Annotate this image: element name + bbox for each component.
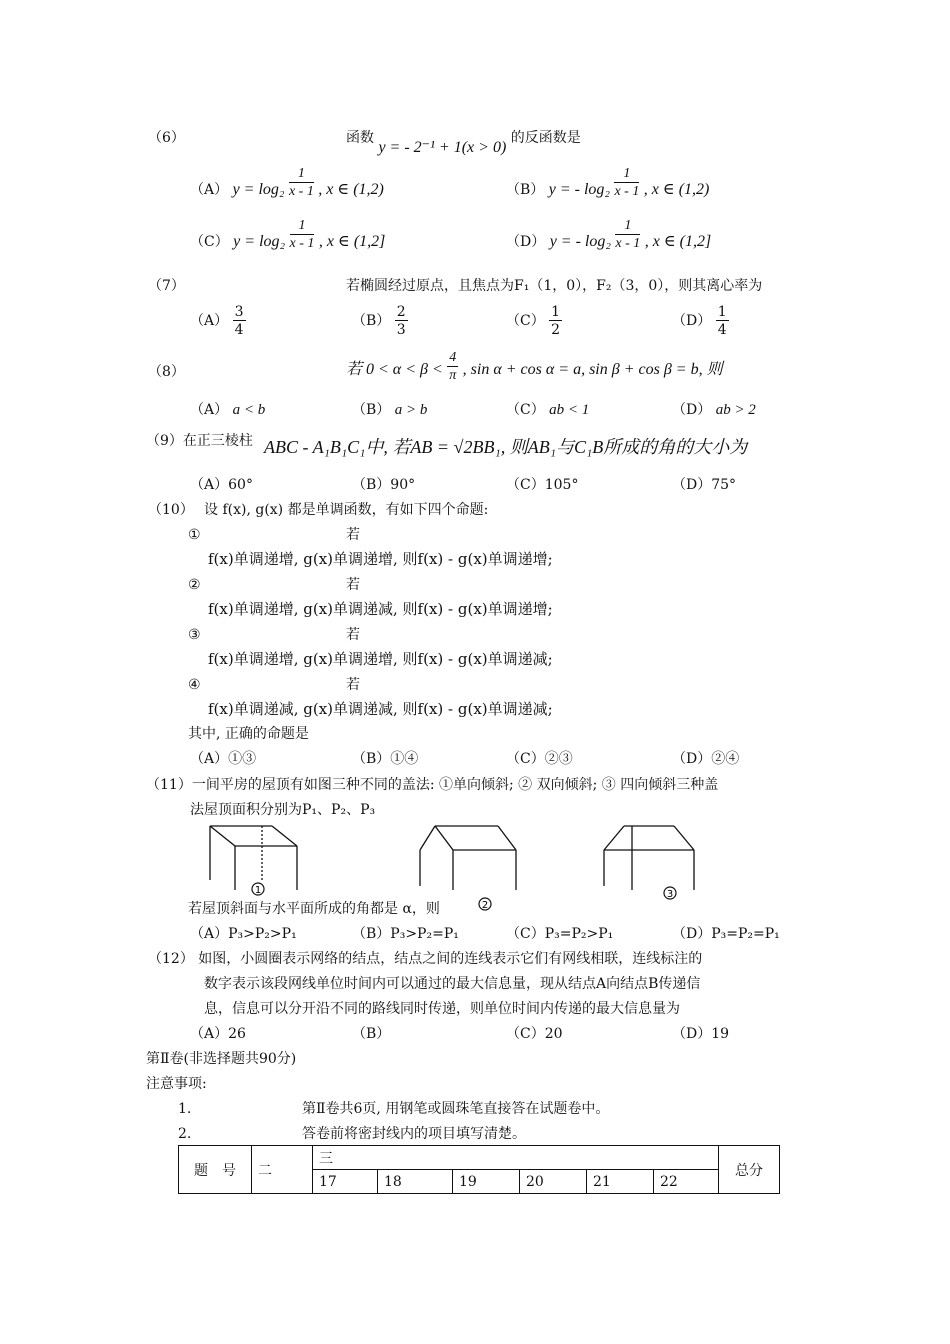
option-text: 90° bbox=[390, 477, 416, 493]
option-text: 20 bbox=[544, 1026, 563, 1042]
q10-item-4-ruo: 若 bbox=[346, 677, 360, 693]
q8-option-b[interactable] bbox=[352, 401, 427, 419]
q6-option-b[interactable] bbox=[506, 166, 710, 199]
option-formula: y = - log₂ bbox=[549, 233, 611, 250]
option-label: （D） bbox=[672, 751, 712, 767]
q11-condition: 若屋顶斜面与水平面所成的角都是 α，则 bbox=[188, 901, 440, 917]
q8-number: （8） bbox=[148, 364, 185, 380]
q12-line-3: 息，信息可以分开沿不同的路线同时传递，则单位时间内传递的最大信息量为 bbox=[204, 1001, 680, 1017]
option-label: （D） bbox=[672, 1026, 712, 1042]
q10-number: （10） bbox=[148, 502, 194, 518]
score-cell-17[interactable]: 17 bbox=[313, 1170, 378, 1194]
option-label: （C） bbox=[506, 477, 545, 493]
q10-conclusion: 其中, 正确的命题是 bbox=[188, 726, 309, 742]
fraction-denominator: 4 bbox=[234, 322, 244, 338]
option-text: P₃>P₂>P₁ bbox=[228, 926, 297, 942]
score-cell-21[interactable]: 21 bbox=[587, 1170, 654, 1194]
q10-item-2-text: f(x)单调递增, g(x)单调递减, 则f(x) - g(x)单调递增; bbox=[208, 600, 553, 618]
option-text: 75° bbox=[711, 477, 737, 493]
option-formula: y = - log₂ bbox=[548, 181, 610, 198]
option-label: （D） bbox=[672, 313, 712, 329]
q8-option-c[interactable] bbox=[506, 401, 589, 419]
note-1-text: 第Ⅱ卷共6页, 用钢笔或圆珠笔直接答在试题卷中。 bbox=[302, 1101, 610, 1117]
option-formula-tail: , x ∈ (1,2) bbox=[643, 181, 710, 198]
q10-item-3-text: f(x)单调递增, g(x)单调递增, 则f(x) - g(x)单调递减; bbox=[208, 650, 553, 668]
note-2-text: 答卷前将密封线内的项目填写清楚。 bbox=[302, 1126, 526, 1142]
q8-stem bbox=[346, 350, 723, 383]
option-label: （D） bbox=[672, 477, 712, 493]
roof-figure-1 bbox=[200, 818, 310, 900]
fraction-denominator: x - 1 bbox=[289, 236, 315, 251]
option-label: （C） bbox=[506, 926, 545, 942]
fraction-numerator: 1 bbox=[289, 167, 314, 183]
option-label: （A） bbox=[190, 926, 229, 942]
q6-stem-b: 的反函数是 bbox=[510, 130, 581, 146]
q12-line-2: 数字表示该段网线单位时间内可以通过的最大信息量，现从结点A向结点B传递信 bbox=[204, 976, 701, 992]
score-table-three: 三 bbox=[313, 1146, 719, 1170]
fraction-numerator: 3 bbox=[234, 304, 244, 320]
q11-option-b[interactable] bbox=[352, 925, 459, 943]
option-label: （B） bbox=[352, 926, 391, 942]
option-label: （C） bbox=[506, 402, 545, 418]
q10-item-1-mark: ① bbox=[188, 527, 201, 543]
q10-option-b[interactable] bbox=[352, 750, 418, 768]
fraction-numerator: 1 bbox=[551, 304, 561, 320]
fraction-numerator: 1 bbox=[290, 219, 315, 235]
fraction-numerator: 1 bbox=[615, 219, 640, 235]
q12-line-1: （12） 如图，小圆圈表示网络的结点，结点之间的连线表示它们有网线相联，连线标注的 bbox=[148, 951, 703, 967]
option-text: ②③ bbox=[544, 751, 573, 767]
option-label: （D） bbox=[506, 234, 546, 250]
option-label: （A） bbox=[190, 477, 229, 493]
option-text: ①③ bbox=[228, 751, 257, 767]
score-cell-20[interactable]: 20 bbox=[520, 1170, 587, 1194]
q10-item-1-text: f(x)单调递增, g(x)单调递增, 则f(x) - g(x)单调递增; bbox=[208, 550, 553, 568]
fraction-denominator: 3 bbox=[396, 322, 406, 338]
roof-figure-3-label: 3 bbox=[666, 889, 674, 900]
q6-option-d[interactable] bbox=[506, 218, 712, 251]
q6-option-a[interactable] bbox=[190, 166, 384, 199]
q10-item-1-ruo: 若 bbox=[346, 527, 360, 543]
fraction-denominator: x - 1 bbox=[288, 184, 314, 199]
roof-figure-3 bbox=[596, 818, 706, 900]
option-text: ab < 1 bbox=[549, 402, 590, 418]
option-label: （A） bbox=[190, 402, 229, 418]
option-label: （A） bbox=[190, 313, 229, 329]
score-table-two: 二 bbox=[252, 1146, 313, 1194]
q9-option-c[interactable] bbox=[506, 476, 578, 494]
option-formula-tail: , x ∈ (1,2) bbox=[318, 181, 384, 198]
q6-number: （6） bbox=[148, 130, 185, 146]
q9-option-d[interactable] bbox=[672, 476, 736, 494]
fraction-denominator: 4 bbox=[717, 322, 727, 338]
fraction-denominator: x - 1 bbox=[615, 236, 641, 251]
fraction-numerator: 2 bbox=[396, 304, 406, 320]
option-text: 105° bbox=[544, 477, 579, 493]
q6-stem bbox=[346, 129, 581, 156]
option-label: （B） bbox=[352, 402, 391, 418]
option-label: （D） bbox=[672, 926, 712, 942]
fraction-denominator: 2 bbox=[551, 322, 561, 338]
option-text: P₃>P₂=P₁ bbox=[390, 926, 459, 942]
part2-title: 第Ⅱ卷(非选择题共90分) bbox=[146, 1051, 297, 1067]
fraction-numerator: 4 bbox=[449, 350, 457, 365]
q10-item-4-text: f(x)单调递减, g(x)单调递减, 则f(x) - g(x)单调递减; bbox=[208, 700, 553, 718]
roof-figure-2-label: 2 bbox=[481, 900, 489, 911]
score-table-label: 题 号 bbox=[179, 1146, 252, 1194]
option-label: （C） bbox=[506, 751, 545, 767]
q11-line-1: （11）一间平房的屋顶有如图三种不同的盖法: ①单向倾斜; ② 双向倾斜; ③ 四向倾斜三种盖 bbox=[146, 777, 719, 793]
option-label: （D） bbox=[672, 402, 712, 418]
option-text: 19 bbox=[711, 1026, 730, 1042]
option-text: ①④ bbox=[390, 751, 419, 767]
q6-formula: y = - 2⁻¹ + 1(x > 0) bbox=[378, 139, 507, 156]
q8-stem-a: 若 0 < α < β < bbox=[346, 361, 443, 378]
option-label: （B） bbox=[352, 477, 391, 493]
score-cell-19[interactable]: 19 bbox=[453, 1170, 520, 1194]
q7-stem: 若椭圆经过原点，且焦点为F₁（1，0），F₂（3，0），则其离心率为 bbox=[346, 278, 763, 294]
option-text: 60° bbox=[228, 477, 253, 493]
option-label: （C） bbox=[190, 234, 229, 250]
q12-option-a[interactable] bbox=[190, 1025, 246, 1043]
q6-stem-a: 函数 bbox=[346, 130, 374, 146]
option-text: ab > 2 bbox=[715, 402, 756, 418]
q7-option-b[interactable] bbox=[352, 305, 408, 337]
option-label: （A） bbox=[190, 751, 229, 767]
option-label: （B） bbox=[352, 313, 391, 329]
q11-option-a[interactable] bbox=[190, 925, 297, 943]
q6-option-c[interactable] bbox=[190, 218, 386, 251]
q9-formula bbox=[264, 438, 747, 457]
option-formula: y = log₂ bbox=[232, 181, 285, 198]
option-label: （B） bbox=[352, 751, 391, 767]
q10-item-4-mark: ④ bbox=[188, 677, 201, 693]
q7-number: （7） bbox=[148, 278, 185, 294]
option-text: a > b bbox=[394, 402, 428, 418]
q8-stem-b: , sin α + cos α = a, sin β + cos β = b, 则 bbox=[462, 361, 723, 378]
option-label: （A） bbox=[190, 1026, 229, 1042]
option-label: （C） bbox=[506, 1026, 545, 1042]
option-text: ②④ bbox=[711, 751, 740, 767]
q10-option-d[interactable] bbox=[672, 750, 739, 768]
q12-option-c[interactable] bbox=[506, 1025, 563, 1043]
score-table bbox=[178, 1145, 780, 1194]
q10-stem: 设 f(x), g(x) 都是单调函数，有如下四个命题: bbox=[204, 502, 489, 518]
fraction-numerator: 1 bbox=[717, 304, 727, 320]
roof-figure-2 bbox=[410, 818, 530, 900]
q10-item-3-ruo: 若 bbox=[346, 627, 360, 643]
q11-line-2: 法屋顶面积分别为P₁、P₂、P₃ bbox=[190, 802, 376, 818]
q12-option-d[interactable] bbox=[672, 1025, 729, 1043]
q7-option-c[interactable] bbox=[506, 305, 562, 337]
option-text: P₃=P₂=P₁ bbox=[711, 926, 780, 942]
q11-option-d[interactable] bbox=[672, 925, 780, 943]
q7-option-d[interactable] bbox=[672, 305, 729, 337]
q7-option-a[interactable] bbox=[190, 305, 246, 337]
q11-option-c[interactable] bbox=[506, 925, 613, 943]
q9-number: （9）在正三棱柱 bbox=[146, 433, 253, 449]
q10-item-3-mark: ③ bbox=[188, 627, 201, 643]
option-label: （C） bbox=[506, 313, 545, 329]
note-1-number: 1. bbox=[178, 1101, 192, 1117]
roof-figure-1-label: 1 bbox=[254, 885, 262, 896]
option-text: a < b bbox=[232, 402, 266, 418]
option-formula: y = log₂ bbox=[233, 233, 286, 250]
q9-option-b[interactable] bbox=[352, 476, 415, 494]
q10-option-a[interactable] bbox=[190, 750, 256, 768]
score-table-total: 总分 bbox=[719, 1146, 780, 1194]
option-label: （B） bbox=[352, 1026, 391, 1042]
roof-figure-2-marker bbox=[476, 895, 494, 913]
q9-formula-text: ABC - A₁B₁C₁中, 若AB = √2BB₁, 则AB₁与C₁B所成的角的大小为 bbox=[264, 437, 748, 457]
q8-option-a[interactable] bbox=[190, 401, 265, 419]
note-2-number: 2. bbox=[178, 1126, 192, 1142]
fraction-denominator: π bbox=[449, 368, 457, 383]
fraction-denominator: x - 1 bbox=[614, 184, 640, 199]
option-formula-tail: , x ∈ (1,2] bbox=[318, 233, 386, 250]
q12-option-b[interactable] bbox=[352, 1025, 390, 1043]
option-formula-tail: , x ∈ (1,2] bbox=[644, 233, 712, 250]
q9-option-a[interactable] bbox=[190, 476, 253, 494]
notes-title: 注意事项: bbox=[146, 1076, 207, 1092]
option-text: 26 bbox=[228, 1026, 246, 1042]
q8-option-d[interactable] bbox=[672, 401, 756, 419]
option-label: （B） bbox=[506, 182, 545, 198]
option-label: （A） bbox=[190, 182, 229, 198]
q10-item-2-ruo: 若 bbox=[346, 577, 360, 593]
q10-option-c[interactable] bbox=[506, 750, 573, 768]
score-cell-18[interactable]: 18 bbox=[378, 1170, 453, 1194]
option-text: P₃=P₂>P₁ bbox=[544, 926, 614, 942]
q10-item-2-mark: ② bbox=[188, 577, 201, 593]
fraction-numerator: 1 bbox=[614, 167, 639, 183]
score-cell-22[interactable]: 22 bbox=[654, 1170, 719, 1194]
